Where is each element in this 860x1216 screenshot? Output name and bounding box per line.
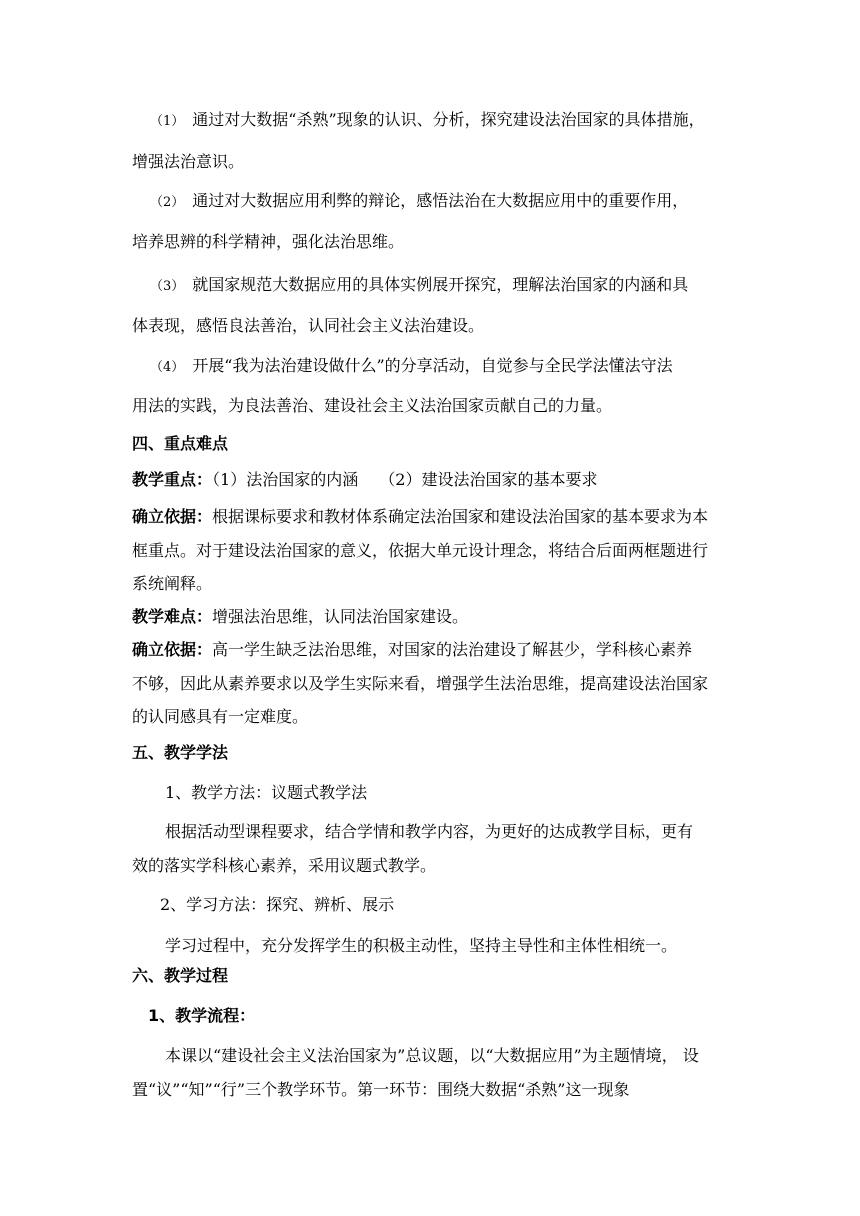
objective-1-line1 <box>150 109 770 133</box>
method-2-line1: 学习过程中，充分发挥学生的积极主动性，坚持主导性和主体性相统一。 <box>165 936 678 955</box>
method-1-line1: 根据活动型课程要求，结合学情和教学内容，为更好的达成教学目标，更有 <box>165 822 694 841</box>
basis-2-text: 高一学生缺乏法治思维，对国家的法治建设了解甚少，学科核心素养 <box>212 640 693 659</box>
basis-2-line3: 的认同感具有一定难度。 <box>132 707 309 726</box>
teaching-difficulty-text: 增强法治思维，认同法治国家建设。 <box>212 607 469 626</box>
objective-2-text: 通过对大数据应用利弊的辩论，感悟法治在大数据应用中的重要作用， <box>192 191 689 210</box>
teaching-focus-text: （1）法治国家的内涵 （2）建设法治国家的基本要求 <box>212 470 598 489</box>
objective-2-line1 <box>150 190 770 214</box>
objective-2-line2: 培养思辨的科学精神，强化法治思维。 <box>132 232 405 251</box>
objective-3-line2: 体表现，感悟良法善治，认同社会主义法治建设。 <box>132 316 485 335</box>
section-4-heading: 四、重点难点 <box>132 434 229 453</box>
teaching-difficulty-label: 教学难点： <box>132 607 213 626</box>
basis-1-line3: 系统阐释。 <box>132 574 213 593</box>
teaching-focus <box>132 469 752 491</box>
section-5-heading: 五、教学学法 <box>132 743 229 762</box>
basis-1-text: 根据课标要求和教材体系确定法治国家和建设法治国家的基本要求为本 <box>212 507 709 526</box>
method-2-title: 2、学习方法：探究、辨析、展示 <box>160 895 395 914</box>
flow-line1: 本课以“建设社会主义法治国家为”总议题，以“大数据应用”为主题情境， 设 <box>165 1046 699 1065</box>
objective-1-text: 通过对大数据“杀熟”现象的认识、分析，探究建设法治国家的具体措施， <box>192 110 705 129</box>
method-1-line2: 效的落实学科核心素养，采用议题式教学。 <box>132 856 437 875</box>
teaching-difficulty <box>132 606 752 628</box>
objective-3-text: 就国家规范大数据应用的具体实例展开探究，理解法治国家的内涵和具 <box>192 275 689 294</box>
method-1-title: 1、教学方法：议题式教学法 <box>165 783 368 802</box>
objective-1-line2: 增强法治意识。 <box>132 152 245 171</box>
basis-1-label: 确立依据： <box>132 507 213 526</box>
flow-line2: 置“议”“知”“行”三个教学环节。第一环节：围绕大数据“杀熟”这一现象 <box>132 1080 630 1099</box>
objective-4-number: （4） <box>150 360 185 375</box>
basis-2-line1 <box>132 639 752 661</box>
objective-3-number: （3） <box>150 279 185 294</box>
objective-4-text: 开展“我为法治建设做什么”的分享活动，自觉参与全民学法懂法守法 <box>192 356 673 375</box>
objective-2-number: （2） <box>150 195 185 210</box>
basis-1-line1 <box>132 506 752 528</box>
objective-4-line1 <box>150 355 770 379</box>
basis-2-line2: 不够，因此从素养要求以及学生实际来看，增强学生法治思维，提高建设法治国家 <box>132 674 709 693</box>
section-6-heading: 六、教学过程 <box>132 966 229 985</box>
basis-2-label: 确立依据： <box>132 640 213 659</box>
objective-4-line2: 用法的实践，为良法善治、建设社会主义法治国家贡献自己的力量。 <box>132 396 613 415</box>
objective-1-number: （1） <box>150 114 185 129</box>
objective-3-line1 <box>150 274 770 298</box>
flow-title: 1、教学流程： <box>148 1006 256 1025</box>
teaching-focus-label: 教学重点： <box>132 470 213 489</box>
basis-1-line2: 框重点。对于建设法治国家的意义，依据大单元设计理念，将结合后面两框题进行 <box>132 541 709 560</box>
